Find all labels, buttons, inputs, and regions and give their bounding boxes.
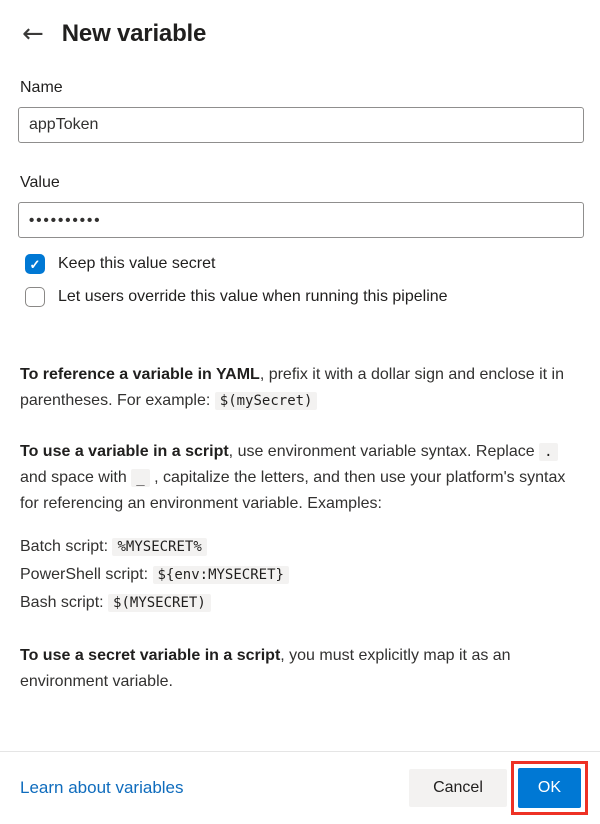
secret-variable-paragraph bbox=[20, 643, 580, 695]
override-checkbox[interactable] bbox=[25, 287, 45, 307]
help-section bbox=[0, 362, 600, 695]
yaml-reference-paragraph bbox=[20, 362, 580, 414]
cancel-button[interactable]: Cancel bbox=[409, 769, 507, 807]
underscore-code-chip: _ bbox=[131, 469, 149, 487]
keep-secret-checkbox[interactable] bbox=[25, 254, 45, 274]
override-checkbox-label: Let users override this value when running this pipeline bbox=[58, 288, 448, 305]
annotation-highlight-box bbox=[511, 761, 588, 815]
override-checkbox-row[interactable] bbox=[25, 287, 600, 307]
arrow-left-icon: ← bbox=[22, 19, 44, 49]
script-usage-text-2: and space with bbox=[20, 469, 132, 486]
yaml-reference-text: , prefix it with a dollar sign and enclose it in parentheses. For example: bbox=[20, 366, 564, 409]
bash-script-label: Bash script: bbox=[20, 594, 109, 611]
script-usage-text-3: , capitalize the letters, and then use your platform's syntax for referencing an environment variable. Examples: bbox=[20, 469, 566, 512]
name-label: Name bbox=[20, 79, 63, 96]
keep-secret-checkbox-label: Keep this value secret bbox=[58, 255, 216, 272]
secret-variable-bold-text: To use a secret variable in a script bbox=[20, 647, 281, 664]
script-usage-text-1: , use environment variable syntax. Replace bbox=[228, 443, 540, 460]
name-input[interactable] bbox=[18, 107, 584, 143]
page-title: New variable bbox=[61, 20, 207, 47]
keep-secret-checkbox-row[interactable] bbox=[25, 254, 600, 274]
value-input[interactable] bbox=[18, 202, 584, 238]
batch-script-label: Batch script: bbox=[20, 538, 113, 555]
powershell-script-example bbox=[20, 561, 580, 589]
panel-header bbox=[0, 0, 600, 48]
script-usage-bold-text: To use a variable in a script bbox=[20, 443, 229, 460]
batch-script-example bbox=[20, 533, 580, 561]
secret-variable-text: , you must explicitly map it as an environment variable. bbox=[20, 647, 511, 690]
powershell-script-code-chip: ${env:MYSECRET} bbox=[153, 566, 289, 584]
value-label: Value bbox=[20, 174, 60, 191]
back-button[interactable] bbox=[22, 21, 44, 47]
powershell-script-label: PowerShell script: bbox=[20, 566, 153, 583]
learn-about-variables-link[interactable]: Learn about variables bbox=[20, 778, 184, 797]
value-field-group bbox=[0, 174, 600, 238]
panel-footer bbox=[0, 751, 600, 824]
mysecret-code-chip: $(mySecret) bbox=[215, 392, 318, 410]
ok-button[interactable]: OK bbox=[518, 768, 581, 808]
dot-code-chip: . bbox=[539, 443, 557, 461]
batch-script-code-chip: %MYSECRET% bbox=[112, 538, 206, 556]
script-examples-list bbox=[20, 533, 580, 617]
yaml-reference-bold-text: To reference a variable in YAML bbox=[20, 366, 260, 383]
bash-script-code-chip: $(MYSECRET) bbox=[108, 594, 211, 612]
bash-script-example bbox=[20, 589, 580, 617]
footer-buttons bbox=[409, 761, 588, 815]
name-field-group bbox=[0, 79, 600, 143]
checkmark-icon: ✓ bbox=[29, 256, 41, 272]
script-usage-paragraph bbox=[20, 439, 580, 517]
